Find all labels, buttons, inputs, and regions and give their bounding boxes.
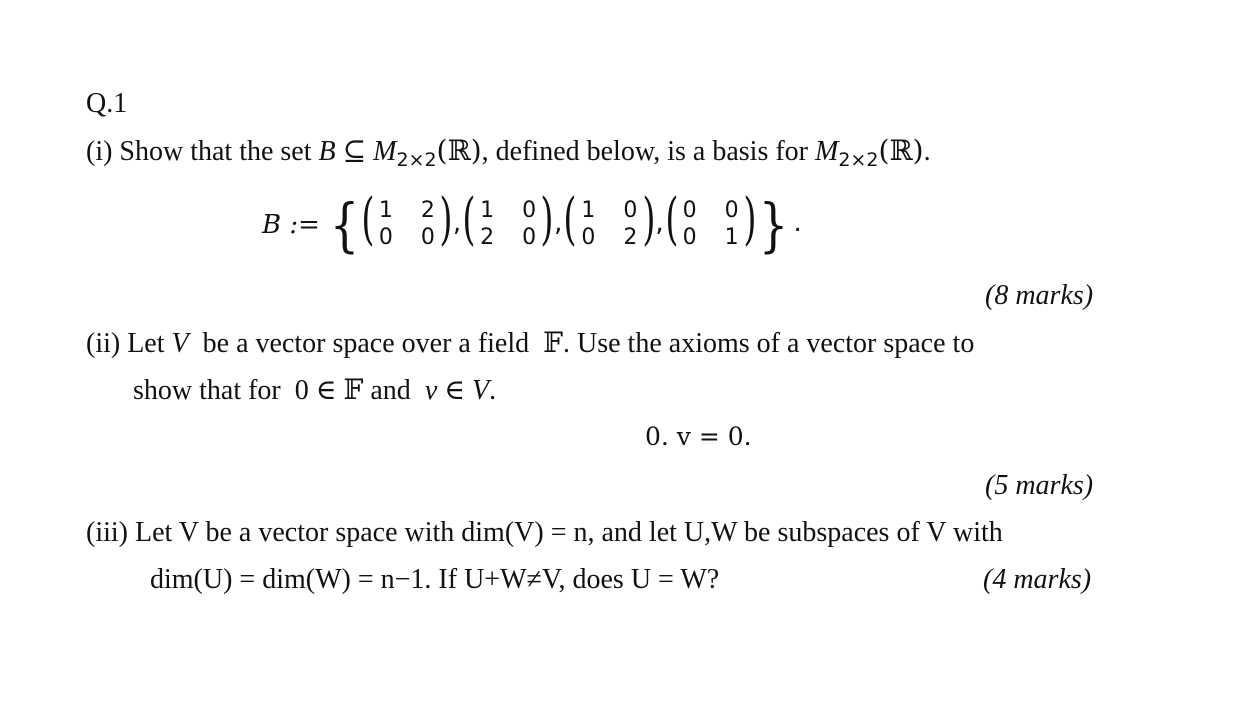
subset-symbol: ⊆ — [335, 136, 374, 167]
field-f-symbol: 𝔽 — [543, 326, 564, 359]
matrix-cell: 0 — [682, 225, 697, 250]
matrix-cell: 2 — [420, 198, 435, 223]
space-subscript: 2×2 — [396, 149, 437, 171]
part-iii-line-2: dim(U) = dim(W) = n−1. If U+W≠V, does U = W? — [150, 564, 720, 595]
basis-definition — [262, 187, 805, 260]
matrix-cell: 1 — [724, 225, 739, 250]
part-ii-line2-a: show that for 0 ∈ — [133, 375, 344, 406]
part-i-marks: (8 marks) — [985, 280, 1094, 311]
matrix-cell: 0 — [522, 198, 537, 223]
matrix-cell: 0 — [420, 225, 435, 250]
matrix-2: ( ) 1 0 2 0 — [462, 187, 554, 252]
matrix-4: ( ) 0 0 0 1 — [664, 187, 757, 252]
part-ii-line-1 — [86, 326, 975, 359]
part-ii-line-2 — [133, 373, 497, 406]
field-symbol: (ℝ) — [436, 134, 482, 167]
part-ii-text-b: be a vector space over a field — [188, 328, 544, 359]
definition-lhs: B := — [262, 210, 320, 240]
final-period: . — [793, 208, 802, 238]
matrix-cell: 0 — [581, 225, 596, 250]
part-iii-marks: (4 marks) — [983, 564, 1092, 595]
set-b-symbol: B — [318, 136, 336, 167]
matrix-cell: 0 — [378, 225, 393, 250]
vector-space-symbol: V — [171, 328, 189, 359]
part-i-prefix: (i) Show that the set — [86, 136, 319, 167]
matrix-cell: 0 — [522, 225, 537, 250]
vector-v-symbol: v — [424, 375, 438, 406]
part-iii-line-1: (iii) Let V be a vector space with dim(V) = n, and let U,W be subspaces of V with — [86, 517, 1003, 548]
space-subscript-2: 2×2 — [838, 149, 879, 171]
matrix-cell: 2 — [480, 225, 495, 250]
field-f-symbol-2: 𝔽 — [343, 373, 364, 406]
matrix-cell: 1 — [378, 198, 393, 223]
part-ii-line2-d: . — [489, 375, 497, 406]
field-symbol-2: (ℝ) — [878, 134, 924, 167]
right-brace: } — [758, 191, 788, 259]
part-ii-line2-c: ∈ — [437, 375, 472, 406]
matrix-cell: 0 — [623, 198, 638, 223]
separator: , — [452, 208, 462, 238]
vector-space-symbol-2: V — [471, 375, 490, 406]
part-ii-marks: (5 marks) — [985, 470, 1094, 501]
matrix-cell: 1 — [480, 198, 495, 223]
matrix-cell: 0 — [682, 198, 697, 223]
separator: , — [655, 208, 664, 238]
part-i-end: . — [923, 136, 931, 167]
matrix-1: ( ) 1 2 0 0 — [361, 187, 453, 252]
part-ii-line2-b: and — [363, 375, 425, 406]
matrix-cell: 2 — [623, 225, 638, 250]
matrix-3: ( ) 1 0 0 2 — [563, 187, 655, 252]
separator: , — [554, 208, 563, 238]
matrix-cell: 1 — [581, 198, 596, 223]
space-symbol-2: M — [815, 136, 839, 167]
part-ii-prefix: (ii) Let — [86, 328, 172, 359]
part-i-statement — [86, 134, 931, 171]
part-i-middle: , defined below, is a basis for — [481, 136, 815, 167]
matrix-cell: 0 — [724, 198, 739, 223]
part-ii-text-c: . Use the axioms of a vector space to — [563, 328, 975, 359]
left-brace: { — [329, 191, 360, 259]
zero-times-v-equation: 0. v = 0. — [645, 422, 752, 451]
question-label: Q.1 — [86, 88, 128, 119]
space-symbol: M — [373, 136, 397, 167]
